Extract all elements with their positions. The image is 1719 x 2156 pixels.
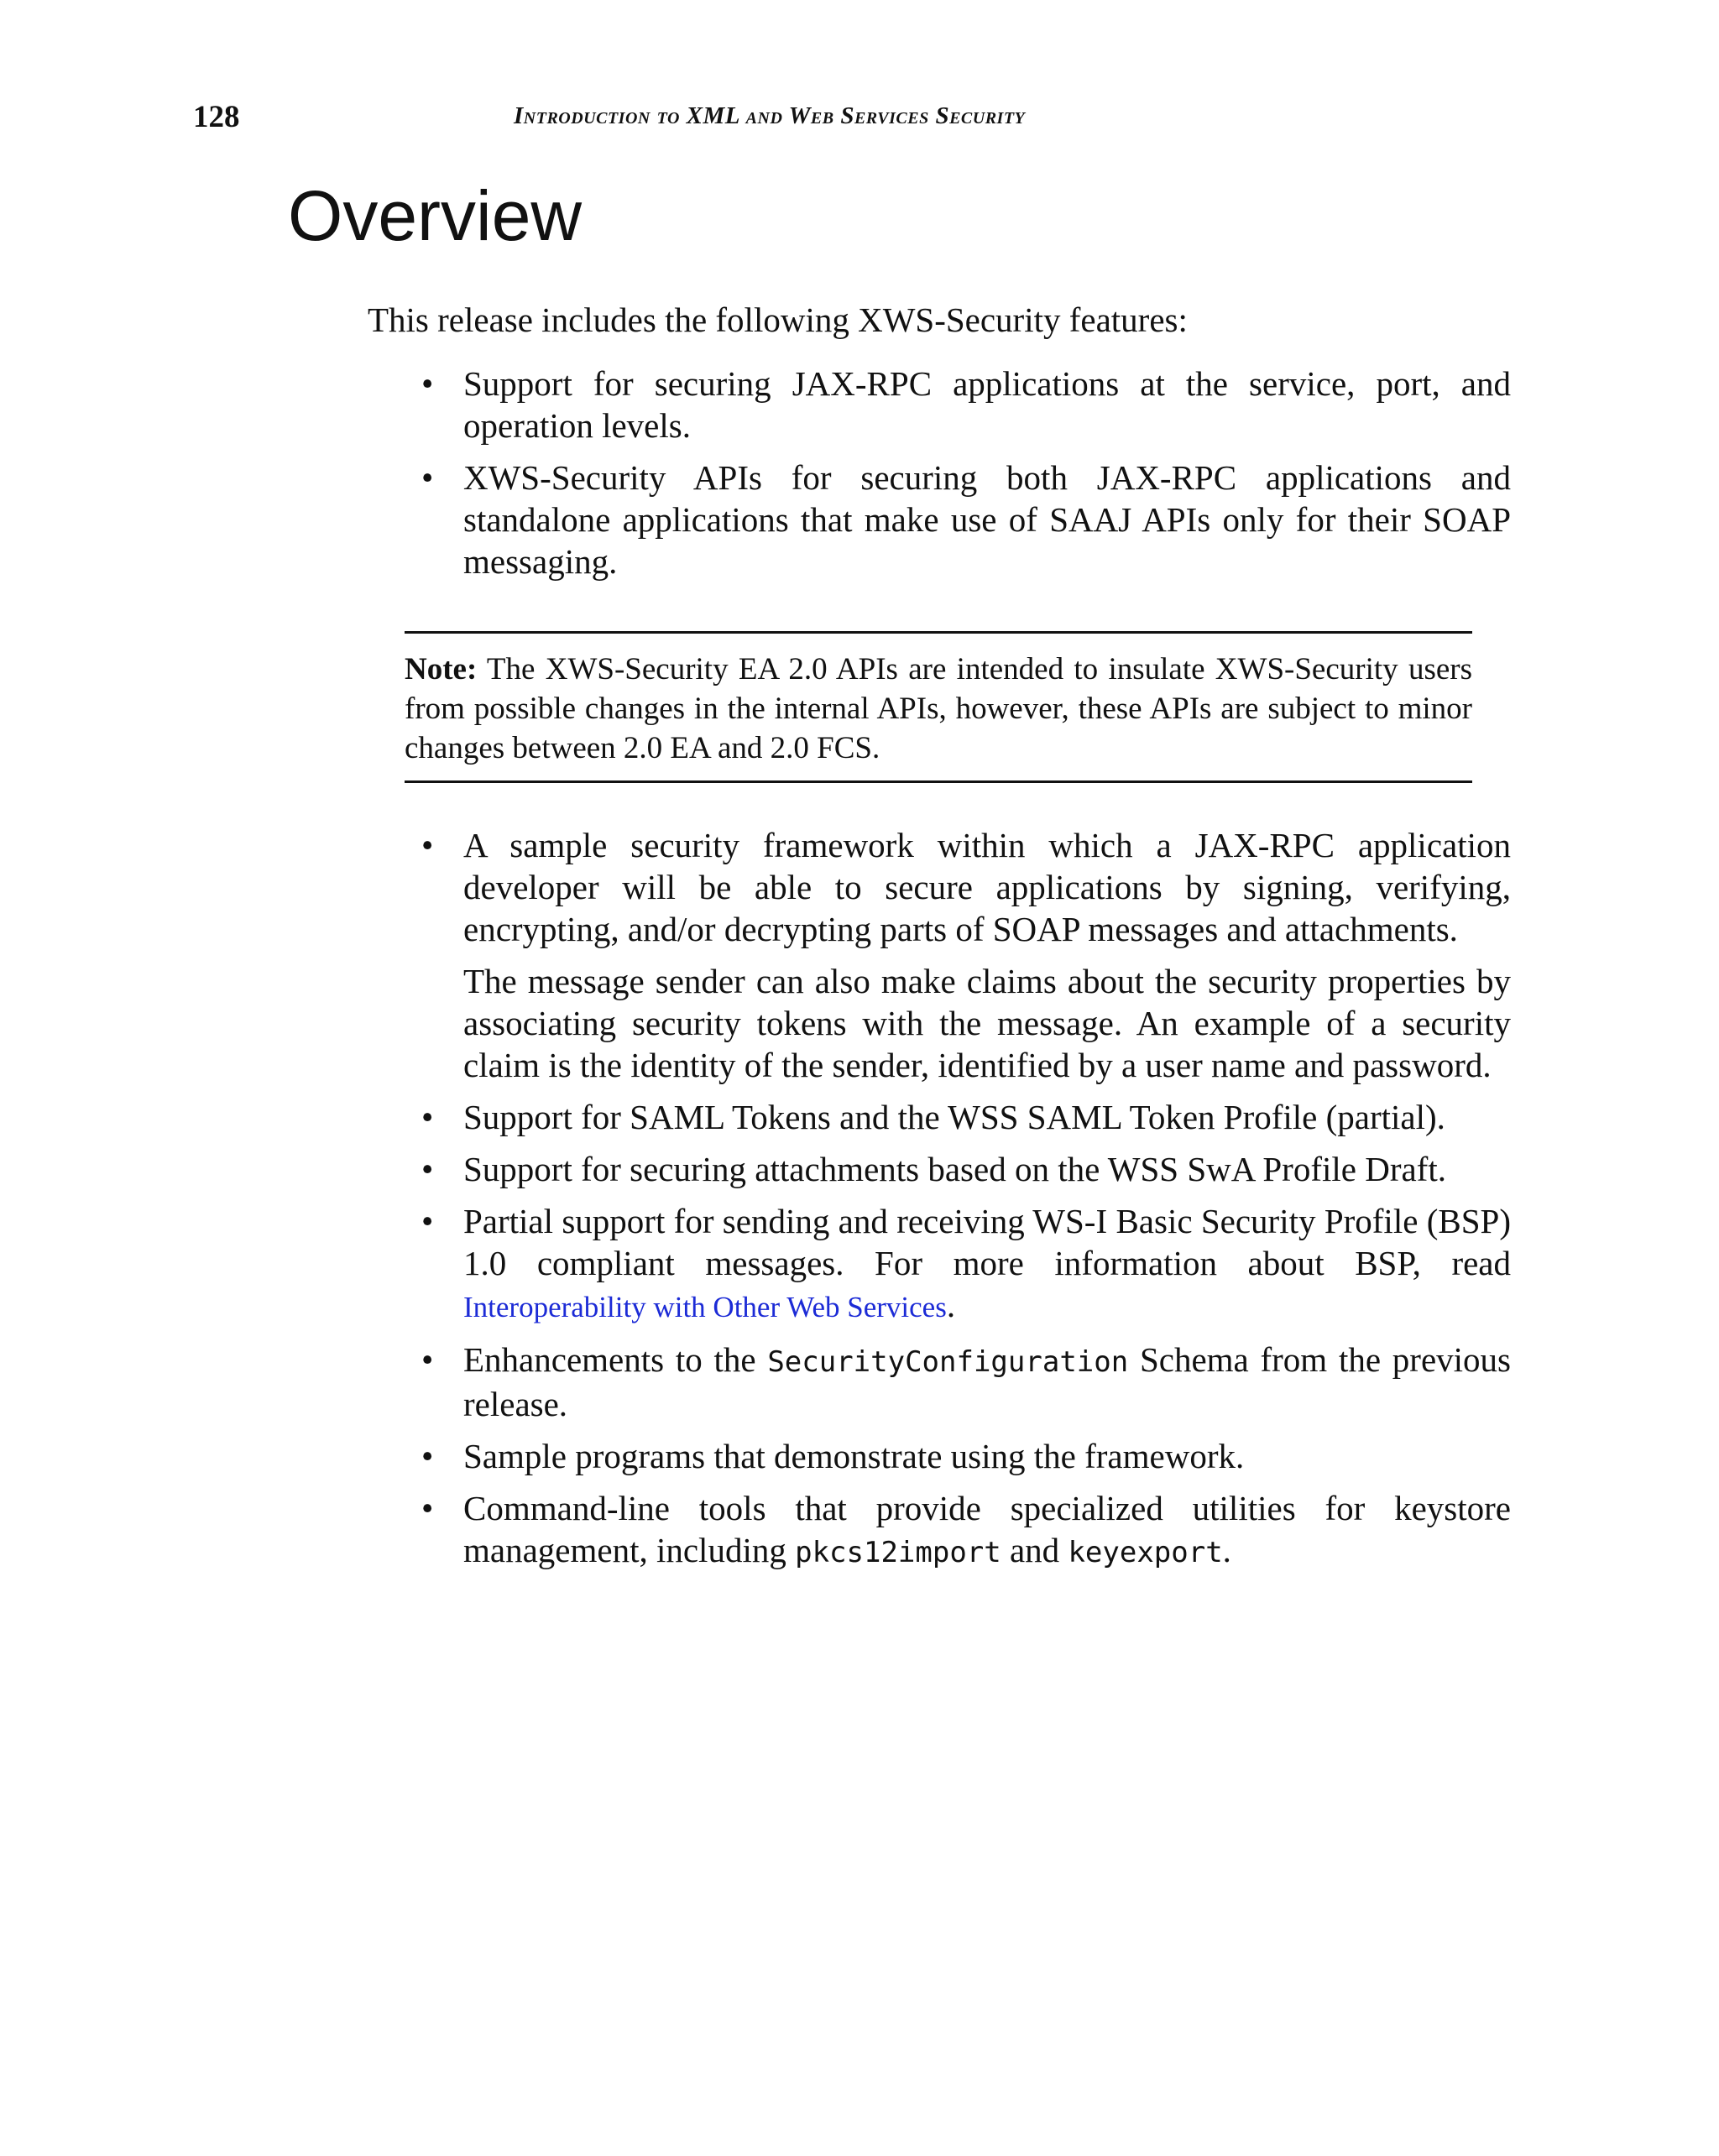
enhancements-text-after: Schema from the previous release. — [463, 1340, 1511, 1423]
list-item-text — [463, 1487, 1511, 1574]
list-item-text: • XWS-Security APIs for securing both JAX-RPC applications and standalone applications that make use of SAAJ APIs only for their SOAP messaging. — [463, 458, 1511, 581]
list-item — [0, 1487, 1511, 1574]
enhancements-text-before: Enhancements to the — [463, 1340, 768, 1379]
list-item — [0, 1096, 1511, 1138]
note-box — [405, 631, 1472, 783]
list-item-text: • A sample security framework within which a JAX-RPC application developer will be able to secure applications by signing, verifying, encrypting, and/or decrypting parts of SOAP messages and attachments. — [463, 826, 1511, 948]
list-item-text: • Support for securing attachments based on the WSS SwA Profile Draft. — [463, 1150, 1446, 1188]
cmd-text-before: Command-line tools that provide specialized utilities for keystore management, including — [463, 1489, 1511, 1569]
list-item-text: • Support for SAML Tokens and the WSS SAML Token Profile (partial). — [463, 1098, 1445, 1136]
running-header — [0, 99, 1719, 141]
code-pkcs12import: pkcs12import — [795, 1536, 1001, 1569]
list-item-text — [463, 1200, 1511, 1329]
cmd-text-middle: and — [1001, 1531, 1068, 1569]
list-item — [0, 1339, 1511, 1425]
note-text: The XWS-Security EA 2.0 APIs are intended to insulate XWS-Security users from possible changes in the internal APIs, however, these APIs are subject to minor changes between 2.0 EA and 2.0 FCS. — [405, 652, 1472, 765]
list-item — [0, 1435, 1511, 1477]
page-number: 128 — [193, 100, 240, 134]
code-security-configuration: SecurityConfiguration — [767, 1345, 1129, 1379]
list-item — [0, 363, 1511, 446]
bsp-period: . — [946, 1286, 956, 1324]
section-title: Overview — [288, 176, 583, 255]
list-item-continuation: The message sender can also make claims about the security properties by associating security tokens with the message. An example of a security claim is the identity of the sender, identified by a user name and password. — [463, 962, 1511, 1084]
list-item — [0, 1200, 1511, 1329]
list-item — [0, 1148, 1511, 1190]
list-item — [0, 824, 1511, 1086]
feature-list-top — [0, 363, 1719, 593]
cmd-period: . — [1222, 1531, 1231, 1569]
list-item-text — [463, 1339, 1511, 1425]
interoperability-link[interactable]: Interoperability with Other Web Services — [463, 1291, 947, 1323]
bsp-text: Partial support for sending and receiving WS-I Basic Security Profile (BSP) 1.0 compliant messages. For more information about BSP, read — [463, 1202, 1511, 1282]
code-keyexport: keyexport — [1068, 1536, 1223, 1569]
note-label: Note: — [405, 652, 478, 686]
running-header-title: Introduction to XML and Web Services Security — [514, 102, 1026, 129]
list-item-text: • Sample programs that demonstrate using the framework. — [463, 1437, 1245, 1475]
feature-list-bottom — [0, 824, 1719, 1584]
list-item-text: • Support for securing JAX-RPC applications at the service, port, and operation levels. — [463, 364, 1511, 445]
intro-paragraph: This release includes the following XWS-Security features: — [368, 300, 1188, 339]
list-item — [0, 457, 1511, 582]
